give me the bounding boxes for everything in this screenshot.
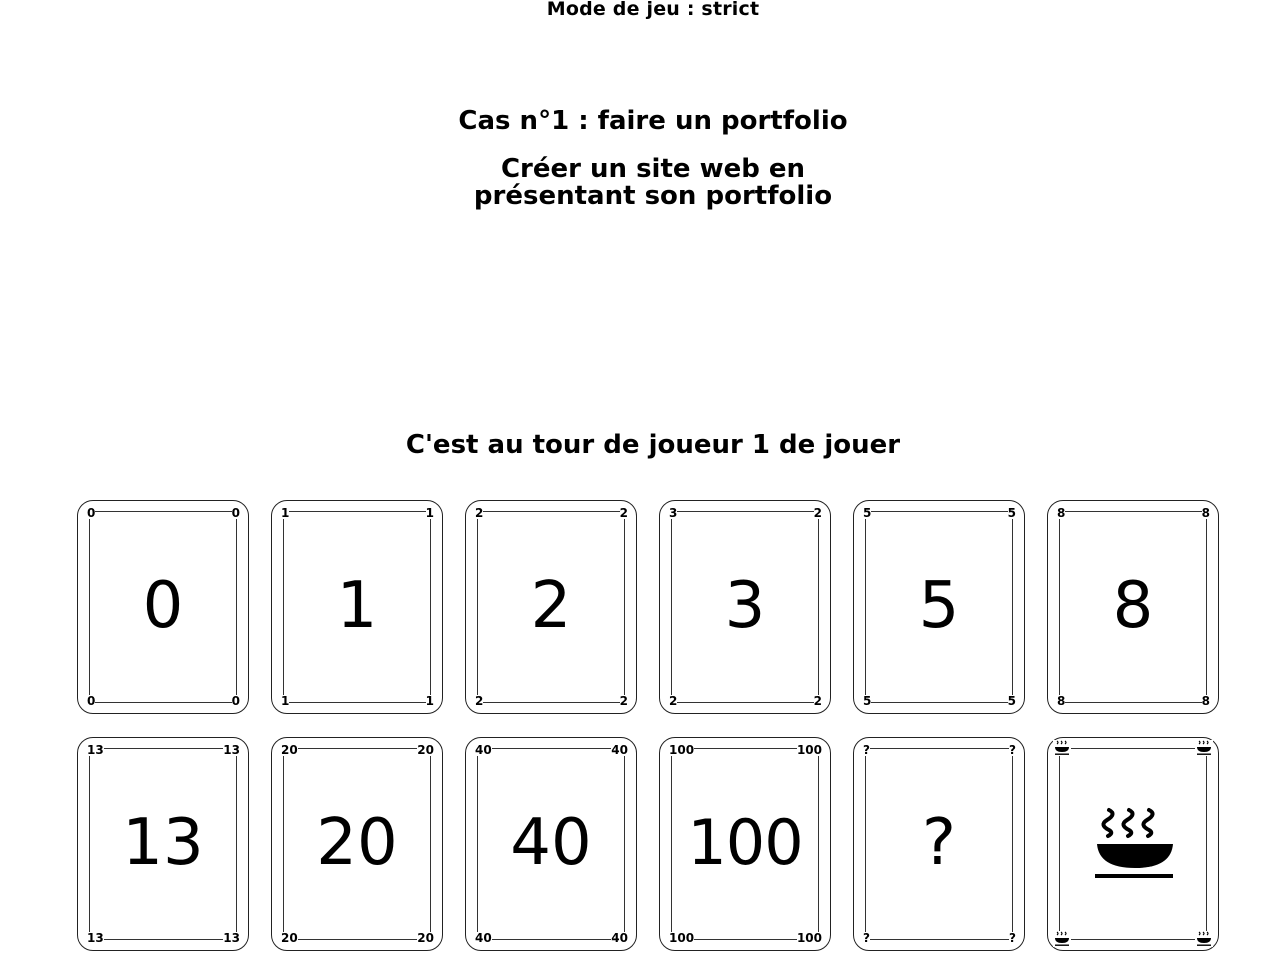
card-corner-label: 8 [1201, 506, 1210, 520]
card-corner-label: 8 [1057, 694, 1066, 708]
card-corner-label: 0 [231, 506, 240, 520]
card-corner-label: 3 [669, 506, 678, 520]
case-description-line-1: Créer un site web en [500, 154, 806, 184]
card-corner-label: 20 [281, 931, 298, 945]
card-corner-label: 0 [231, 694, 240, 708]
card-value: ? [922, 806, 956, 880]
card-value: 5 [918, 569, 960, 643]
card-value: 40 [510, 806, 592, 880]
coffee-icon [1195, 931, 1213, 947]
card-13[interactable] [77, 737, 249, 951]
game-mode-label: Mode de jeu : strict [546, 0, 760, 20]
card-40[interactable] [465, 737, 637, 951]
card-5[interactable] [853, 500, 1025, 714]
card-corner-label: 2 [813, 694, 822, 708]
card-corner-label: 40 [611, 743, 628, 757]
card-value: 1 [336, 569, 378, 643]
card-1[interactable] [271, 500, 443, 714]
card-corner-label: 5 [863, 506, 872, 520]
case-title: Cas n°1 : faire un portfolio [458, 106, 848, 136]
coffee-icon [1053, 740, 1071, 756]
card-corner-label: 1 [281, 506, 290, 520]
card-3[interactable] [659, 500, 831, 714]
card-corner-label: 13 [223, 931, 240, 945]
card-corner-label: 1 [281, 694, 290, 708]
card-value: 13 [122, 806, 204, 880]
card-corner-label: 8 [1057, 506, 1066, 520]
coffee-icon [1095, 806, 1175, 882]
card-corner-label: 2 [475, 506, 484, 520]
card-corner-label: 20 [417, 743, 434, 757]
case-description [0, 156, 1279, 210]
card-corner-label: 2 [475, 694, 484, 708]
card-corner-label: 0 [87, 694, 96, 708]
card-20[interactable] [271, 737, 443, 951]
card-corner-label: 2 [669, 694, 678, 708]
coffee-icon [1053, 931, 1071, 947]
card-value: 3 [724, 569, 766, 643]
card-corner-label: 2 [619, 506, 628, 520]
card-corner-label: 100 [669, 931, 695, 945]
card-corner-label: 2 [813, 506, 822, 520]
card-corner-label: 2 [619, 694, 628, 708]
card-corner-label: 100 [796, 931, 822, 945]
card-corner-label: 20 [417, 931, 434, 945]
card-value: 2 [530, 569, 572, 643]
card-corner-label: 40 [611, 931, 628, 945]
card-value: 20 [316, 806, 398, 880]
coffee-icon [1195, 740, 1213, 756]
card-corner-label: ? [1009, 931, 1016, 945]
card-corner-label: 8 [1201, 694, 1210, 708]
card-0[interactable] [77, 500, 249, 714]
turn-indicator: C'est au tour de joueur 1 de jouer [405, 430, 901, 460]
card-value: 100 [687, 806, 803, 879]
card-value: 0 [142, 569, 184, 643]
card-corner-label: 5 [1007, 506, 1016, 520]
card-corner-label: 0 [87, 506, 96, 520]
card-2[interactable] [465, 500, 637, 714]
card-question[interactable] [853, 737, 1025, 951]
card-corner-label: 40 [475, 743, 492, 757]
card-100[interactable] [659, 737, 831, 951]
card-corner-label: 20 [281, 743, 298, 757]
card-corner-label: 100 [669, 743, 695, 757]
card-corner-label: 5 [863, 694, 872, 708]
card-corner-label: 13 [87, 931, 104, 945]
card-coffee[interactable] [1047, 737, 1219, 951]
card-value: 8 [1112, 569, 1154, 643]
card-corner-label: 1 [425, 506, 434, 520]
card-8[interactable] [1047, 500, 1219, 714]
card-corner-label: 5 [1007, 694, 1016, 708]
card-corner-label: 13 [87, 743, 104, 757]
card-corner-label: 100 [796, 743, 822, 757]
card-corner-label: 13 [223, 743, 240, 757]
case-description-line-2: présentant son portfolio [473, 181, 833, 211]
card-corner-label: 1 [425, 694, 434, 708]
card-corner-label: ? [863, 931, 870, 945]
card-corner-label: ? [1009, 743, 1016, 757]
card-corner-label: ? [863, 743, 870, 757]
card-corner-label: 40 [475, 931, 492, 945]
